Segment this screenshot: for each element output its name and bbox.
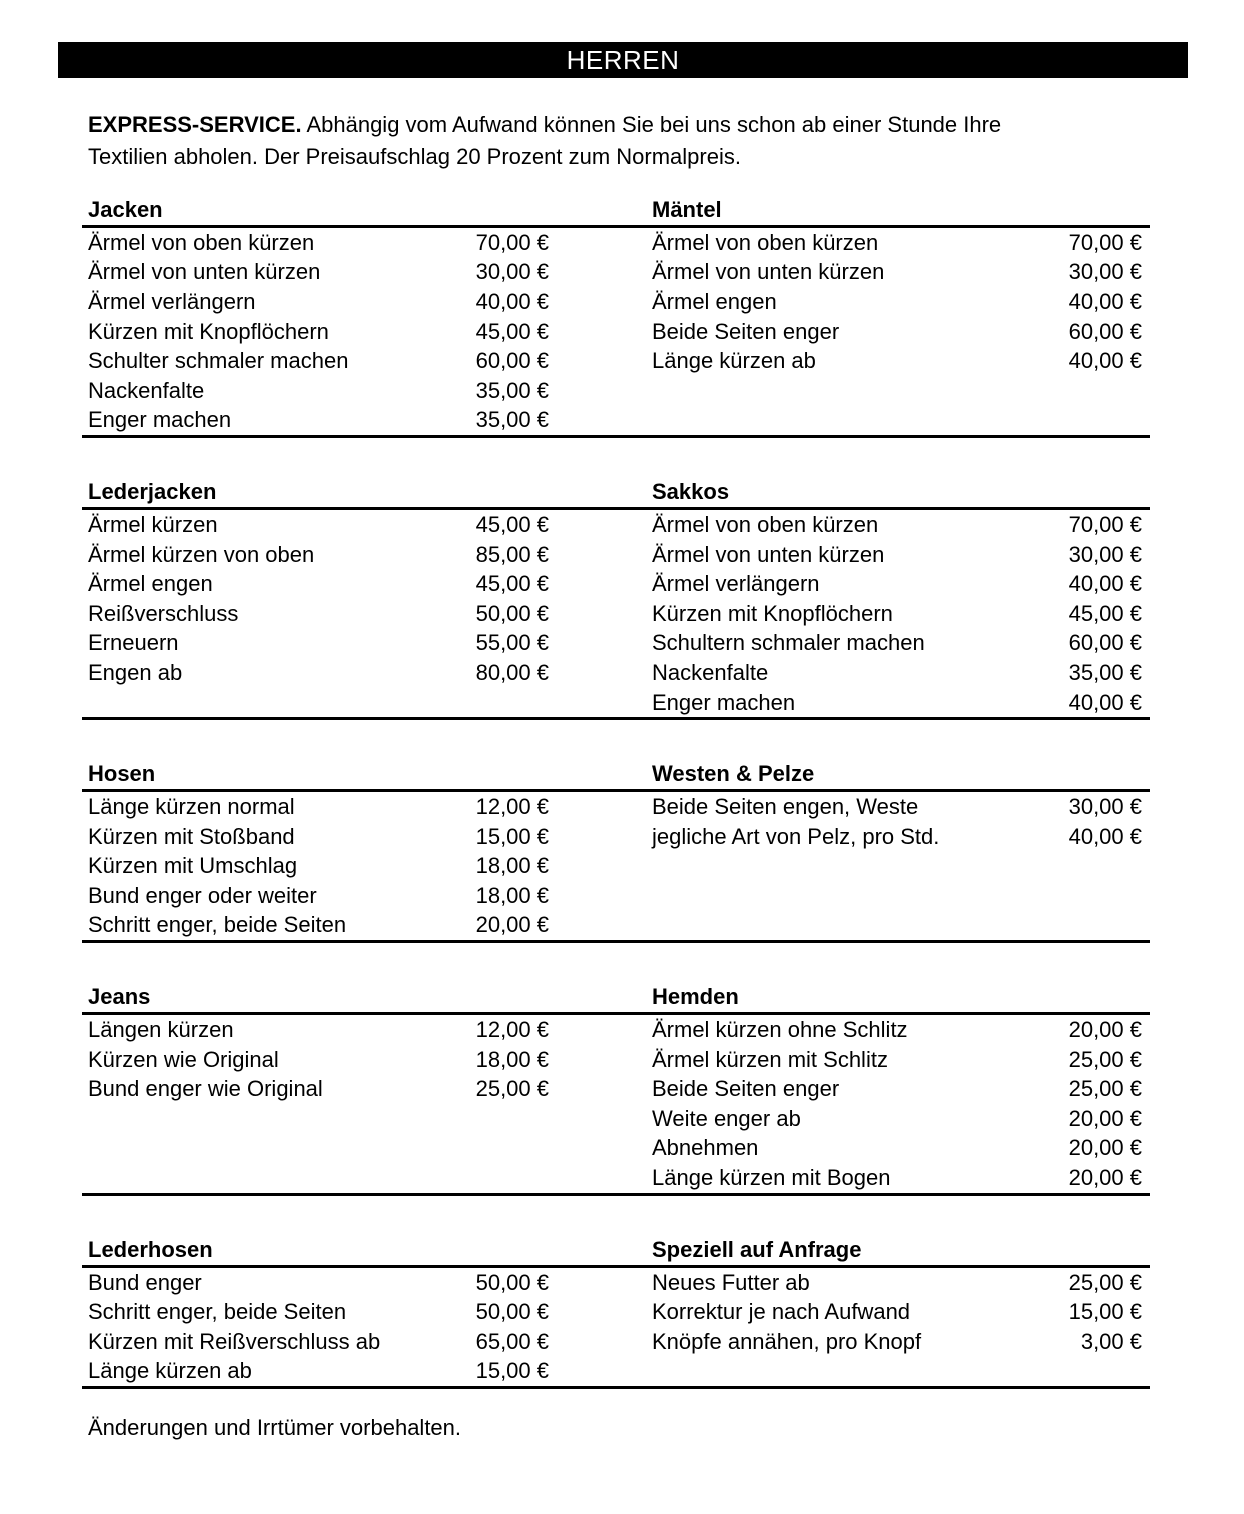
item-price: 40,00 € bbox=[1068, 823, 1142, 849]
item-price: 20,00 € bbox=[1068, 1105, 1142, 1131]
price-row bbox=[82, 228, 549, 258]
price-row bbox=[652, 1045, 1150, 1075]
item-price: 20,00 € bbox=[1068, 1165, 1142, 1191]
page-header-bar bbox=[58, 42, 1188, 78]
item-label: Ärmel von oben kürzen bbox=[652, 229, 879, 255]
section-jeans-hemden bbox=[82, 985, 1150, 1196]
item-label: Ärmel kürzen von oben bbox=[88, 541, 315, 567]
item-label: Weite enger ab bbox=[652, 1105, 801, 1131]
price-column-sakkos bbox=[652, 510, 1150, 717]
item-price: 18,00 € bbox=[475, 882, 549, 908]
item-price: 12,00 € bbox=[475, 1017, 549, 1043]
section-title-sakkos: Sakkos bbox=[652, 479, 730, 505]
item-price: 45,00 € bbox=[475, 511, 549, 537]
section-title-jacken: Jacken bbox=[88, 197, 163, 222]
price-row bbox=[82, 1268, 549, 1298]
price-row bbox=[82, 1045, 549, 1075]
item-price: 45,00 € bbox=[1068, 600, 1142, 626]
item-label: Ärmel von unten kürzen bbox=[652, 259, 885, 285]
section-heading-row bbox=[82, 1238, 1150, 1268]
price-row bbox=[652, 1163, 1150, 1193]
price-row bbox=[82, 792, 549, 822]
item-price: 65,00 € bbox=[475, 1328, 549, 1354]
price-row bbox=[652, 1134, 1150, 1164]
section-title-lederhosen: Lederhosen bbox=[88, 1236, 213, 1262]
section-title-westen-pelze: Westen & Pelze bbox=[652, 761, 815, 787]
column-gap bbox=[549, 985, 652, 1009]
item-label: Enger machen bbox=[88, 407, 232, 433]
intro-paragraph bbox=[88, 109, 1150, 173]
intro-line2: Textilien abholen. Der Preisaufschlag 20 Prozent zum Normalpreis. bbox=[88, 144, 741, 169]
item-label: Ärmel von oben kürzen bbox=[88, 229, 315, 255]
price-row bbox=[82, 881, 549, 911]
item-label: Erneuern bbox=[88, 630, 179, 656]
section-heading-row bbox=[82, 985, 1150, 1015]
item-price: 60,00 € bbox=[1068, 318, 1142, 344]
item-price: 30,00 € bbox=[1068, 541, 1142, 567]
section-heading-row bbox=[82, 198, 1150, 228]
item-price: 45,00 € bbox=[475, 571, 549, 597]
price-column-jeans bbox=[82, 1015, 549, 1104]
item-price: 25,00 € bbox=[1068, 1076, 1142, 1102]
price-row bbox=[652, 228, 1150, 258]
item-label: Ärmel verlängern bbox=[88, 288, 256, 314]
price-column-maentel bbox=[652, 228, 1150, 376]
section-body bbox=[82, 792, 1150, 943]
price-column-westen-pelze bbox=[652, 792, 1150, 851]
item-price: 70,00 € bbox=[1068, 511, 1142, 537]
item-price: 70,00 € bbox=[475, 229, 549, 255]
item-price: 3,00 € bbox=[1080, 1328, 1142, 1354]
price-row bbox=[82, 1074, 549, 1104]
item-price: 15,00 € bbox=[475, 1358, 549, 1384]
price-row bbox=[82, 376, 549, 406]
price-row bbox=[652, 1074, 1150, 1104]
price-row bbox=[652, 1297, 1150, 1327]
section-body bbox=[82, 228, 1150, 438]
item-label: jegliche Art von Pelz, pro Std. bbox=[652, 823, 940, 849]
item-price: 20,00 € bbox=[475, 912, 549, 938]
item-price: 12,00 € bbox=[475, 794, 549, 820]
column-gap bbox=[549, 480, 652, 504]
price-row bbox=[652, 258, 1150, 288]
item-label: Länge kürzen normal bbox=[88, 794, 295, 820]
price-row bbox=[652, 599, 1150, 629]
section-title-hemden: Hemden bbox=[652, 984, 739, 1010]
section-title-lederjacken: Lederjacken bbox=[88, 479, 217, 505]
price-row bbox=[82, 1015, 549, 1045]
price-row bbox=[652, 317, 1150, 347]
intro-lead: EXPRESS-SERVICE. bbox=[88, 112, 302, 137]
section-heading-row bbox=[82, 762, 1150, 792]
item-price: 40,00 € bbox=[475, 288, 549, 314]
item-price: 80,00 € bbox=[475, 659, 549, 685]
item-price: 40,00 € bbox=[1068, 348, 1142, 374]
price-row bbox=[82, 852, 549, 882]
item-label: Schritt enger, beide Seiten bbox=[88, 1299, 347, 1325]
price-row bbox=[82, 1327, 549, 1357]
item-label: Ärmel von unten kürzen bbox=[652, 541, 885, 567]
price-row bbox=[652, 1327, 1150, 1357]
item-price: 40,00 € bbox=[1068, 288, 1142, 314]
item-price: 35,00 € bbox=[475, 407, 549, 433]
item-label: Beide Seiten engen, Weste bbox=[652, 794, 919, 820]
item-price: 30,00 € bbox=[475, 259, 549, 285]
item-label: Kürzen wie Original bbox=[88, 1046, 279, 1072]
price-row bbox=[652, 540, 1150, 570]
item-price: 18,00 € bbox=[475, 853, 549, 879]
price-column-lederhosen bbox=[82, 1268, 549, 1386]
item-price: 20,00 € bbox=[1068, 1135, 1142, 1161]
item-label: Ärmel engen bbox=[88, 571, 213, 597]
price-row bbox=[82, 569, 549, 599]
price-row bbox=[82, 658, 549, 688]
item-price: 50,00 € bbox=[475, 1269, 549, 1295]
price-row bbox=[82, 911, 549, 941]
item-price: 15,00 € bbox=[1068, 1299, 1142, 1325]
item-label: Ärmel kürzen bbox=[88, 511, 218, 537]
section-body bbox=[82, 1268, 1150, 1389]
item-label: Ärmel kürzen ohne Schlitz bbox=[652, 1017, 908, 1043]
item-label: Ärmel kürzen mit Schlitz bbox=[652, 1046, 888, 1072]
price-row bbox=[82, 510, 549, 540]
item-label: Engen ab bbox=[88, 659, 183, 685]
item-label: Beide Seiten enger bbox=[652, 318, 840, 344]
item-label: Ärmel verlängern bbox=[652, 571, 820, 597]
item-price: 18,00 € bbox=[475, 1046, 549, 1072]
item-label: Bund enger bbox=[88, 1269, 202, 1295]
price-list bbox=[82, 198, 1150, 1389]
item-price: 70,00 € bbox=[1068, 229, 1142, 255]
item-price: 85,00 € bbox=[475, 541, 549, 567]
section-body bbox=[82, 1015, 1150, 1196]
item-price: 50,00 € bbox=[475, 1299, 549, 1325]
item-label: Ärmel von unten kürzen bbox=[88, 259, 321, 285]
item-label: Enger machen bbox=[652, 689, 796, 715]
item-label: Knöpfe annähen, pro Knopf bbox=[652, 1328, 922, 1354]
item-label: Bund enger wie Original bbox=[88, 1076, 323, 1102]
section-lederhosen-speziell-auf-anfrage bbox=[82, 1238, 1150, 1389]
item-price: 30,00 € bbox=[1068, 794, 1142, 820]
section-lederjacken-sakkos bbox=[82, 480, 1150, 720]
price-row bbox=[82, 346, 549, 376]
price-row bbox=[82, 317, 549, 347]
item-price: 20,00 € bbox=[1068, 1017, 1142, 1043]
price-row bbox=[652, 629, 1150, 659]
item-label: Länge kürzen mit Bogen bbox=[652, 1165, 891, 1191]
column-gap bbox=[549, 198, 652, 222]
price-column-speziell-auf-anfrage bbox=[652, 1268, 1150, 1357]
section-title-jeans: Jeans bbox=[88, 984, 151, 1010]
price-row bbox=[652, 792, 1150, 822]
item-label: Beide Seiten enger bbox=[652, 1076, 840, 1102]
item-label: Kürzen mit Knopflöchern bbox=[652, 600, 893, 626]
item-label: Abnehmen bbox=[652, 1135, 759, 1161]
item-label: Bund enger oder weiter bbox=[88, 882, 317, 908]
item-price: 45,00 € bbox=[475, 318, 549, 344]
item-price: 55,00 € bbox=[475, 630, 549, 656]
section-title-maentel: Mäntel bbox=[652, 197, 722, 222]
price-column-hemden bbox=[652, 1015, 1150, 1193]
item-price: 60,00 € bbox=[475, 348, 549, 374]
column-gap bbox=[549, 1238, 652, 1262]
price-row bbox=[82, 406, 549, 436]
price-row bbox=[652, 822, 1150, 852]
item-label: Ärmel engen bbox=[652, 288, 777, 314]
page-title: HERREN bbox=[566, 44, 680, 75]
item-price: 50,00 € bbox=[475, 600, 549, 626]
item-label: Länge kürzen ab bbox=[88, 1358, 252, 1384]
item-label: Schulter schmaler machen bbox=[88, 348, 349, 374]
price-row bbox=[82, 599, 549, 629]
section-title-hosen: Hosen bbox=[88, 761, 156, 787]
price-column-jacken bbox=[82, 228, 549, 435]
item-price: 40,00 € bbox=[1068, 571, 1142, 597]
price-row bbox=[652, 287, 1150, 317]
column-gap bbox=[549, 762, 652, 786]
price-row bbox=[652, 1104, 1150, 1134]
item-label: Länge kürzen ab bbox=[652, 348, 816, 374]
item-label: Schritt enger, beide Seiten bbox=[88, 912, 347, 938]
section-title-speziell-auf-anfrage: Speziell auf Anfrage bbox=[652, 1236, 862, 1262]
price-row bbox=[82, 1297, 549, 1327]
price-row bbox=[652, 510, 1150, 540]
item-label: Korrektur je nach Aufwand bbox=[652, 1299, 911, 1325]
price-row bbox=[82, 1357, 549, 1387]
item-price: 35,00 € bbox=[475, 377, 549, 403]
item-label: Kürzen mit Reißverschluss ab bbox=[88, 1328, 381, 1354]
item-price: 60,00 € bbox=[1068, 630, 1142, 656]
item-label: Kürzen mit Knopflöchern bbox=[88, 318, 329, 344]
price-row bbox=[82, 822, 549, 852]
item-price: 25,00 € bbox=[1068, 1046, 1142, 1072]
item-price: 35,00 € bbox=[1068, 659, 1142, 685]
section-jacken-maentel bbox=[82, 198, 1150, 438]
price-row bbox=[652, 569, 1150, 599]
item-label: Kürzen mit Stoßband bbox=[88, 823, 295, 849]
price-row bbox=[82, 258, 549, 288]
item-label: Längen kürzen bbox=[88, 1017, 234, 1043]
item-price: 25,00 € bbox=[475, 1076, 549, 1102]
price-row bbox=[652, 658, 1150, 688]
item-label: Nackenfalte bbox=[652, 659, 769, 685]
price-row bbox=[652, 346, 1150, 376]
price-row bbox=[652, 1268, 1150, 1298]
item-label: Schultern schmaler machen bbox=[652, 630, 925, 656]
price-column-lederjacken bbox=[82, 510, 549, 688]
intro-line1-rest: Abhängig vom Aufwand können Sie bei uns schon ab einer Stunde Ihre bbox=[301, 112, 1002, 137]
item-price: 15,00 € bbox=[475, 823, 549, 849]
section-hosen-westen-pelze bbox=[82, 762, 1150, 943]
item-label: Nackenfalte bbox=[88, 377, 205, 403]
price-row bbox=[82, 540, 549, 570]
item-price: 30,00 € bbox=[1068, 259, 1142, 285]
price-row bbox=[652, 688, 1150, 718]
price-row bbox=[82, 287, 549, 317]
item-label: Ärmel von oben kürzen bbox=[652, 511, 879, 537]
section-heading-row bbox=[82, 480, 1150, 510]
section-body bbox=[82, 510, 1150, 720]
price-column-hosen bbox=[82, 792, 549, 940]
price-row bbox=[652, 1015, 1150, 1045]
item-label: Reißverschluss bbox=[88, 600, 239, 626]
footer-note: Änderungen und Irrtümer vorbehalten. bbox=[88, 1415, 462, 1441]
item-label: Kürzen mit Umschlag bbox=[88, 853, 298, 879]
item-price: 25,00 € bbox=[1068, 1269, 1142, 1295]
price-row bbox=[82, 629, 549, 659]
item-label: Neues Futter ab bbox=[652, 1269, 810, 1295]
item-price: 40,00 € bbox=[1068, 689, 1142, 715]
